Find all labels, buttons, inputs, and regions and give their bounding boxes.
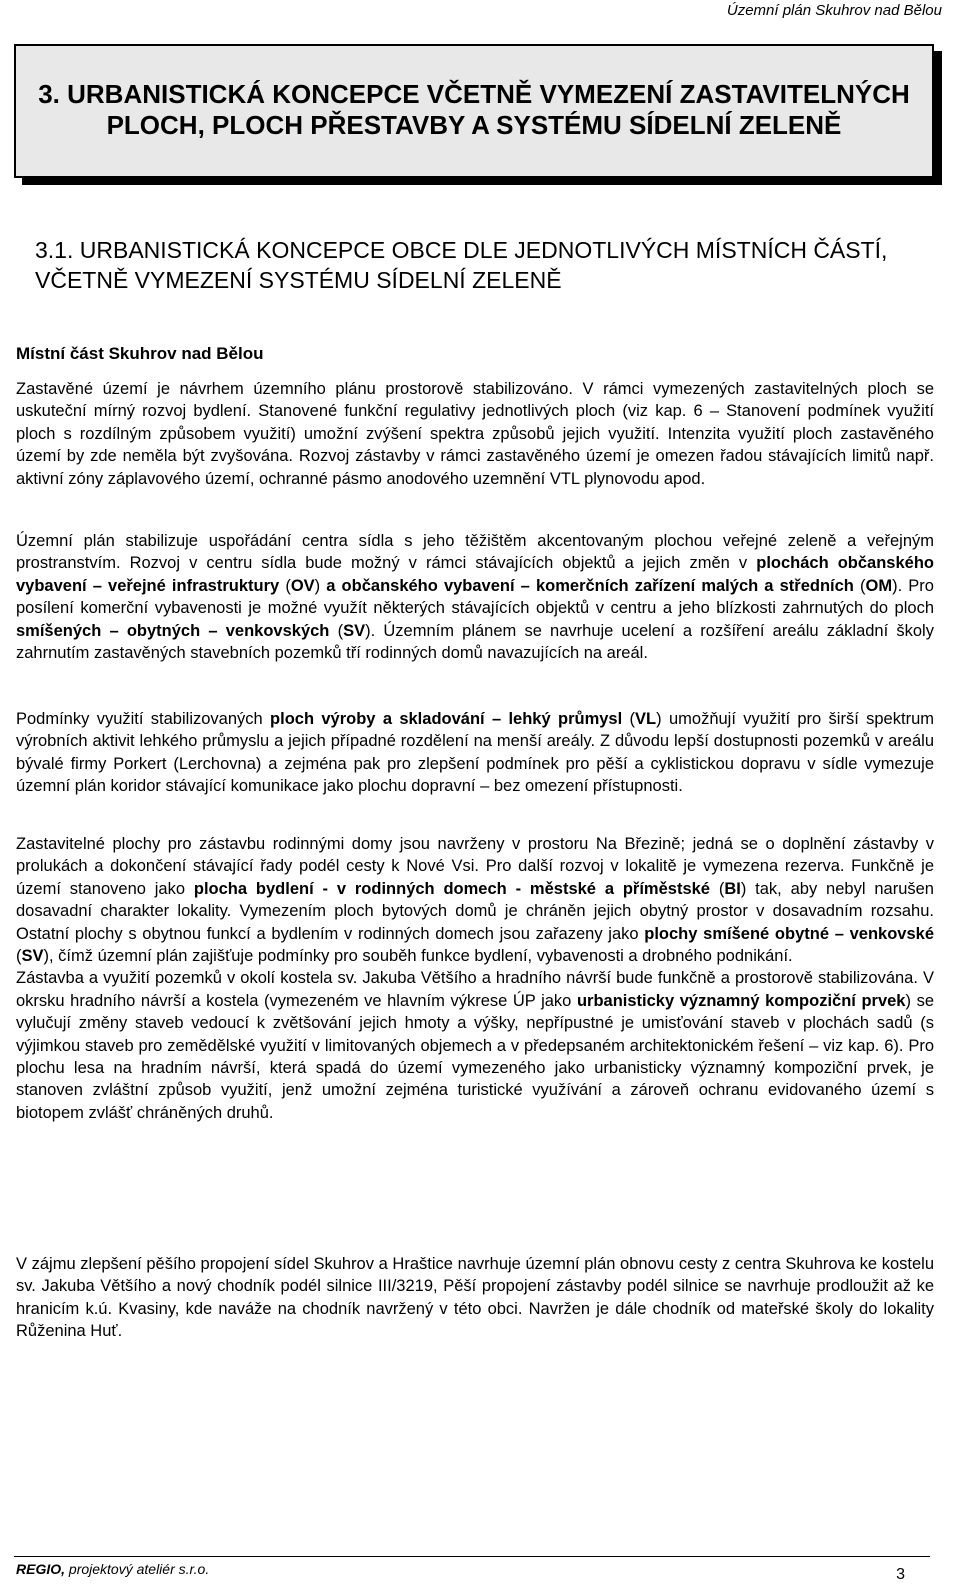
footer-company (16, 1561, 209, 1577)
p2-text-a: Územní plán stabilizuje uspořádání centra sídla s jeho těžištěm akcentovaným plochou veřejné zeleně a veřejným prostranstvím. Rozvoj v centru sídla bude možný v rámci stávajících objektů a jejich změn v (16, 532, 934, 573)
chapter-banner (14, 44, 934, 178)
p4-text-c2: ) tak, aby nebyl narušen dosavadní charakter lokality. Vymezením ploch bytových domů je chráněn jejich obytný prostor v dosavadním rozsahu. Ostatní plochy s obytnou funkcí a bydlením v rodinných domech jsou zařazeny jako (16, 879, 934, 943)
paragraph-5 (16, 1253, 934, 1343)
p3-text-a: Podmínky využití stabilizovaných (16, 710, 271, 728)
footer-divider (14, 1556, 930, 1557)
page-number: 3 (896, 1566, 905, 1583)
footer-company-rest: projektový ateliér s.r.o. (65, 1561, 210, 1577)
p3-text-c1: ( (622, 710, 636, 728)
p2-bold-1: plochách občanského vybavení – veřejné infrastruktury (16, 554, 934, 595)
p2-bold-4: OM (865, 576, 893, 595)
p4-bold-1: plocha bydlení - v rodinných domech - městské a příměstské (193, 879, 710, 898)
paragraph-4 (16, 833, 934, 1124)
p4-text-a: Zastavitelné plochy pro zástavbu rodinnými domy jsou navrženy v prostoru Na Březině; jedná se o doplnění zástavby v prolukách a dokončení stávající řady podél cesty k Nové Vsi. Pro další rozvoj v lokalitě je vymezena rezerva. Funkčně je území stanoveno jako (16, 835, 934, 898)
section-title: 3.1. URBANISTICKÁ KONCEPCE OBCE DLE JEDNOTLIVÝCH MÍSTNÍCH ČÁSTÍ, VČETNĚ VYMEZENÍ SYSTÉMU SÍDELNÍ ZELENĚ (35, 237, 888, 293)
p2-bold-3: a občanského vybavení – komerčních zařízení malých a středních (326, 576, 854, 595)
p4-text-c5: ) se vylučují změny staveb vedoucí k zvětšování jejich hmoty a výšky, nepřípustné je umisťování staveb v plochách sadů (s výjimkou staveb pro zemědělské využití v limitovaných objemech a v předepsaném architektonickém řešení – viz kap. 6). Pro plochu lesa na hradním návrší, která spadá do území vymezeného jako urbanisticky významný kompoziční prvek, je stanoven zvláštní způsob využití, jenž umožní zejména turistické využívání a zároveň ochranu evidovaného území s biotopem zvlášť chráněných druhů. (16, 991, 935, 1122)
p4-text-c1: ( (709, 879, 725, 898)
p4-text-d: Zástavba a využití pozemků v okolí kostela sv. Jakuba Většího a hradního návrší bude funkčně a prostorově stabilizována. V okrsku hradního návrší a kostela (vymezeném ve hlavním výkrese ÚP jako (16, 969, 934, 1010)
paragraph-3 (16, 708, 934, 798)
p4-bold-3: plochy smíšené obytné – venkovské (644, 924, 934, 943)
p4-bold-2: BI (724, 879, 741, 898)
p2-bold-6: SV (343, 621, 366, 640)
paragraph-1 (16, 378, 934, 490)
p3-text-c2: ) umožňují využití pro širší spektrum výrobních aktivit lehkého průmyslu a jejich případné rozdělení na menší areály. Z důvodu lepší dostupnosti pozemků v areálu bývalé firmy Porkert (Lerchovna) a zejména pak pro zlepšení podmínek pro pěší a cyklistickou dopravu v sídle vymezuje územní plán koridor stávající komunikace jako plochu dopravní – bez omezení přístupnosti. (16, 710, 934, 796)
p2-text-c3: ( (853, 576, 866, 595)
paragraph-2 (16, 530, 934, 664)
footer-company-name: REGIO, (16, 1561, 66, 1577)
p4-bold-4: SV (21, 947, 44, 966)
p2-text-c6: ). Územním plánem se navrhuje ucelení a rozšíření areálu základní školy zahrnutím zastavěných stavebních pozemků tří rodinných domů navazujících na areál. (16, 621, 934, 663)
p2-text-c1: ( (279, 576, 291, 595)
p5-text: V zájmu zlepšení pěšího propojení sídel Skuhrov a Hraštice navrhuje územní plán obnovu cesty z centra Skuhrova ke kostelu sv. Jakuba Většího a nový chodník podél silnice III/3219, Pěší propojení zástavby podél silnice se navrhuje prodloužit až ke hranicím k.ú. Kvasiny, kde naváže na chodník navržený v této obci. Navržen je dále chodník od mateřské školy do lokality Růženina Huť. (16, 1255, 934, 1341)
p4-text-c4: ), čímž územní plán zajišťuje podmínky pro souběh funkce bydlení, vybavenosti a drobného podnikání. (43, 947, 793, 966)
p2-text-c2: ) (314, 576, 327, 595)
p3-bold-1: ploch výroby a skladování – lehký průmysl (270, 710, 623, 728)
p4-text-c3: ( (16, 947, 22, 966)
p3-bold-2: VL (635, 710, 657, 728)
p2-bold-5: smíšených – obytných – venkovských (16, 621, 330, 640)
p4-bold-5: urbanisticky významný kompoziční prvek (576, 991, 906, 1010)
p2-text-c4: ). Pro posílení komerční vybavenosti je možné využít některých stávajících objektů v centru a jeho blízkosti zahrnutých do ploch (16, 576, 934, 618)
p1-text: Zastavěné území je návrhem územního plánu prostorově stabilizováno. V rámci vymezených zastavitelných ploch se uskuteční mírný rozvoj bydlení. Stanovené funkční regulativy jednotlivých ploch (viz kap. 6 – Stanovení podmínek využití ploch s rozdílným způsobem využití) umožní zvýšení spektra způsobů jejich využití. Intenzita využití ploch zastavěného území by zde neměla být zvyšována. Rozvoj zástavby v rámci zastavěného území je omezen řadou stávajících limitů např. aktivní zóny záplavového území, ochranné pásmo anodového uzemnění VTL plynovodu apod. (16, 380, 934, 488)
p2-bold-2: OV (290, 576, 315, 595)
section-subtitle: Místní část Skuhrov nad Bělou (16, 344, 264, 363)
document-header-title: Územní plán Skuhrov nad Bělou (726, 2, 942, 19)
p2-text-c5: ( (329, 621, 344, 640)
chapter-title: 3. URBANISTICKÁ KONCEPCE VČETNĚ VYMEZENÍ ZASTAVITELNÝCH PLOCH, PLOCH PŘESTAVBY A SYSTÉMU SÍDELNÍ ZELENĚ (38, 79, 910, 140)
